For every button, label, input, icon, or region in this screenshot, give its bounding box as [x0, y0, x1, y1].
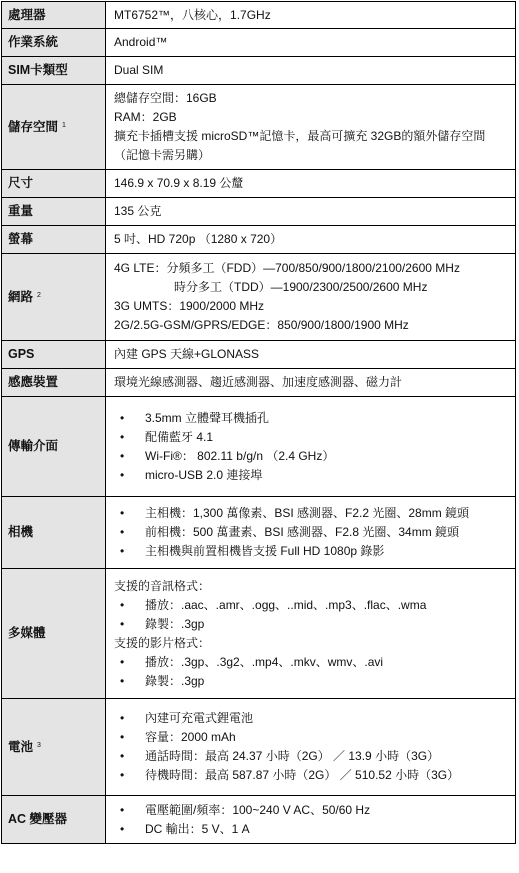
- spec-row-storage: [2, 85, 516, 170]
- spec-label: GPS: [2, 341, 106, 369]
- spec-value: [106, 85, 516, 170]
- spec-value: [106, 2, 516, 29]
- spec-value-line: 2G/2.5G-GSM/GPRS/EDGE：850/900/1800/1900 MHz: [114, 318, 409, 332]
- bullet-icon: •: [120, 821, 125, 836]
- spec-value-line: 時分多工（TDD）—1900/2300/2500/2600 MHz: [174, 280, 428, 294]
- spec-value: [106, 57, 516, 85]
- bullet-icon: •: [120, 711, 125, 725]
- spec-value: [106, 569, 516, 699]
- bullet-icon: •: [120, 544, 125, 558]
- spec-value: [106, 29, 516, 57]
- bullet-icon: •: [120, 768, 125, 782]
- spec-row-camera: [2, 497, 516, 569]
- bullet-item: [114, 542, 511, 561]
- bullet-item: [114, 672, 511, 691]
- spec-value-line: MT6752™，八核心，1.7GHz: [114, 7, 271, 22]
- spec-label-cell: [2, 254, 106, 341]
- spec-value: [106, 226, 516, 254]
- bullet-text: 錄製：.3gp: [145, 616, 205, 631]
- bullet-text: 3.5mm 立體聲耳機插孔: [145, 410, 270, 425]
- spec-value-line: （記憶卡需另購）: [114, 148, 211, 162]
- spec-row-weight: [2, 198, 516, 226]
- bullet-item: [114, 615, 511, 634]
- spec-row-dimensions: [2, 170, 516, 198]
- bullet-item: [114, 653, 511, 672]
- spec-label: 相機: [2, 497, 106, 569]
- spec-row-multimedia: [2, 569, 516, 699]
- bullet-item: [114, 820, 511, 839]
- spec-label: 尺寸: [2, 170, 106, 198]
- spec-value: [106, 796, 516, 844]
- spec-value: [106, 397, 516, 497]
- bullet-icon: •: [120, 448, 125, 463]
- spec-row-battery: [2, 699, 516, 796]
- bullet-icon: •: [120, 410, 125, 425]
- spec-value-line: 135 公克: [114, 204, 162, 218]
- spec-value-line: 5 吋、HD 720p （1280 x 720）: [114, 232, 283, 246]
- bullet-icon: •: [120, 506, 125, 520]
- spec-value-line: 4G LTE：分頻多工（FDD）—700/850/900/1800/2100/2600 MHz: [114, 261, 460, 275]
- spec-label-cell: [2, 699, 106, 796]
- spec-label: AC 變壓器: [2, 796, 106, 844]
- spec-label: 網路: [8, 289, 34, 304]
- bullet-icon: •: [120, 525, 125, 539]
- bullet-text: micro-USB 2.0 連接埠: [145, 467, 263, 482]
- spec-value-line: 146.9 x 70.9 x 8.19 公釐: [114, 176, 244, 190]
- bullet-item: [114, 728, 511, 747]
- spec-row-sensors: [2, 369, 516, 397]
- spec-row-connectivity: [2, 397, 516, 497]
- spec-value-line: Android™: [114, 35, 168, 49]
- bullet-text: Wi-Fi®： 802.11 b/g/n （2.4 GHz）: [145, 448, 335, 463]
- bullet-icon: •: [120, 730, 125, 744]
- spec-value-line: 總儲存空間：16GB: [114, 91, 217, 105]
- spec-label-cell: [2, 85, 106, 170]
- spec-value: [106, 699, 516, 796]
- spec-row-display: [2, 226, 516, 254]
- spec-row-ac-adapter: [2, 796, 516, 844]
- bullet-item: [114, 766, 511, 785]
- bullet-text: 通話時間：最高 24.37 小時（2G） ／ 13.9 小時（3G）: [145, 749, 440, 763]
- spec-row-os: [2, 29, 516, 57]
- spec-value-line: 3G UMTS：1900/2000 MHz: [114, 299, 265, 313]
- bullet-text: 配備藍牙 4.1: [145, 429, 214, 444]
- bullet-item: [114, 596, 511, 615]
- bullet-icon: •: [120, 749, 125, 763]
- spec-value: [106, 497, 516, 569]
- spec-label: 重量: [2, 198, 106, 226]
- spec-row-gps: [2, 341, 516, 369]
- bullet-item: [114, 409, 511, 428]
- footnote-marker: 1: [62, 121, 66, 129]
- footnote-marker: 3: [37, 741, 41, 749]
- bullet-item: [114, 523, 511, 542]
- spec-label: SIM卡類型: [2, 57, 106, 85]
- bullet-icon: •: [120, 467, 125, 482]
- spec-label: 多媒體: [2, 569, 106, 699]
- spec-value-line: 內建 GPS 天線+GLONASS: [114, 347, 260, 361]
- spec-label: 作業系統: [2, 29, 106, 57]
- footnote-marker: 2: [37, 291, 41, 299]
- spec-value-line: 擴充卡插槽支援 microSD™記憶卡，最高可擴充 32GB的額外儲存空間: [114, 129, 486, 143]
- spec-value: [106, 254, 516, 341]
- audio-formats-title: 支援的音訊格式：: [114, 578, 211, 593]
- bullet-text: 錄製：.3gp: [145, 673, 205, 688]
- bullet-item: [114, 504, 511, 523]
- spec-value-line: RAM：2GB: [114, 110, 177, 124]
- spec-row-sim: [2, 57, 516, 85]
- bullet-icon: •: [120, 429, 125, 444]
- bullet-icon: •: [120, 802, 125, 817]
- spec-value: [106, 369, 516, 397]
- bullet-text: 容量：2000 mAh: [145, 730, 236, 744]
- bullet-text: 前相機：500 萬畫素、BSI 感測器、F2.8 光圈、34mm 鏡頭: [145, 525, 460, 539]
- spec-value-line: Dual SIM: [114, 63, 164, 77]
- bullet-icon: •: [120, 616, 125, 631]
- bullet-text: 內建可充電式鋰電池: [145, 711, 254, 725]
- bullet-icon: •: [120, 673, 125, 688]
- bullet-text: DC 輸出：5 V、1 A: [145, 821, 250, 836]
- bullet-item: [114, 466, 511, 485]
- bullet-text: 播放：.3gp、.3g2、.mp4、.mkv、wmv、.avi: [145, 654, 384, 669]
- spec-label: 傳輸介面: [2, 397, 106, 497]
- bullet-text: 主相機與前置相機皆支援 Full HD 1080p 錄影: [145, 544, 385, 558]
- spec-value-line: 環境光線感測器、趨近感測器、加速度感測器、磁力計: [114, 375, 403, 389]
- bullet-text: 主相機：1,300 萬像素、BSI 感測器、F2.2 光圈、28mm 鏡頭: [145, 506, 470, 520]
- spec-label: 處理器: [2, 2, 106, 29]
- bullet-item: [114, 801, 511, 820]
- bullet-text: 播放：.aac、.amr、.ogg、..mid、.mp3、.flac、.wma: [145, 597, 427, 612]
- bullet-icon: •: [120, 654, 125, 669]
- spec-row-processor: [2, 2, 516, 29]
- bullet-item: [114, 428, 511, 447]
- bullet-item: [114, 709, 511, 728]
- spec-value: [106, 341, 516, 369]
- spec-label: 螢幕: [2, 226, 106, 254]
- bullet-text: 電壓範圍/頻率：100~240 V AC、50/60 Hz: [145, 802, 371, 817]
- video-formats-title: 支援的影片格式：: [114, 635, 211, 650]
- spec-label: 儲存空間: [8, 119, 59, 134]
- bullet-item: [114, 747, 511, 766]
- spec-value: [106, 170, 516, 198]
- spec-value: [106, 198, 516, 226]
- bullet-text: 待機時間：最高 587.87 小時（2G） ／ 510.52 小時（3G）: [145, 768, 460, 782]
- spec-label: 電池: [8, 739, 34, 754]
- bullet-item: [114, 447, 511, 466]
- bullet-icon: •: [120, 597, 125, 612]
- spec-label: 感應裝置: [2, 369, 106, 397]
- spec-table: [1, 1, 516, 844]
- spec-row-network: [2, 254, 516, 341]
